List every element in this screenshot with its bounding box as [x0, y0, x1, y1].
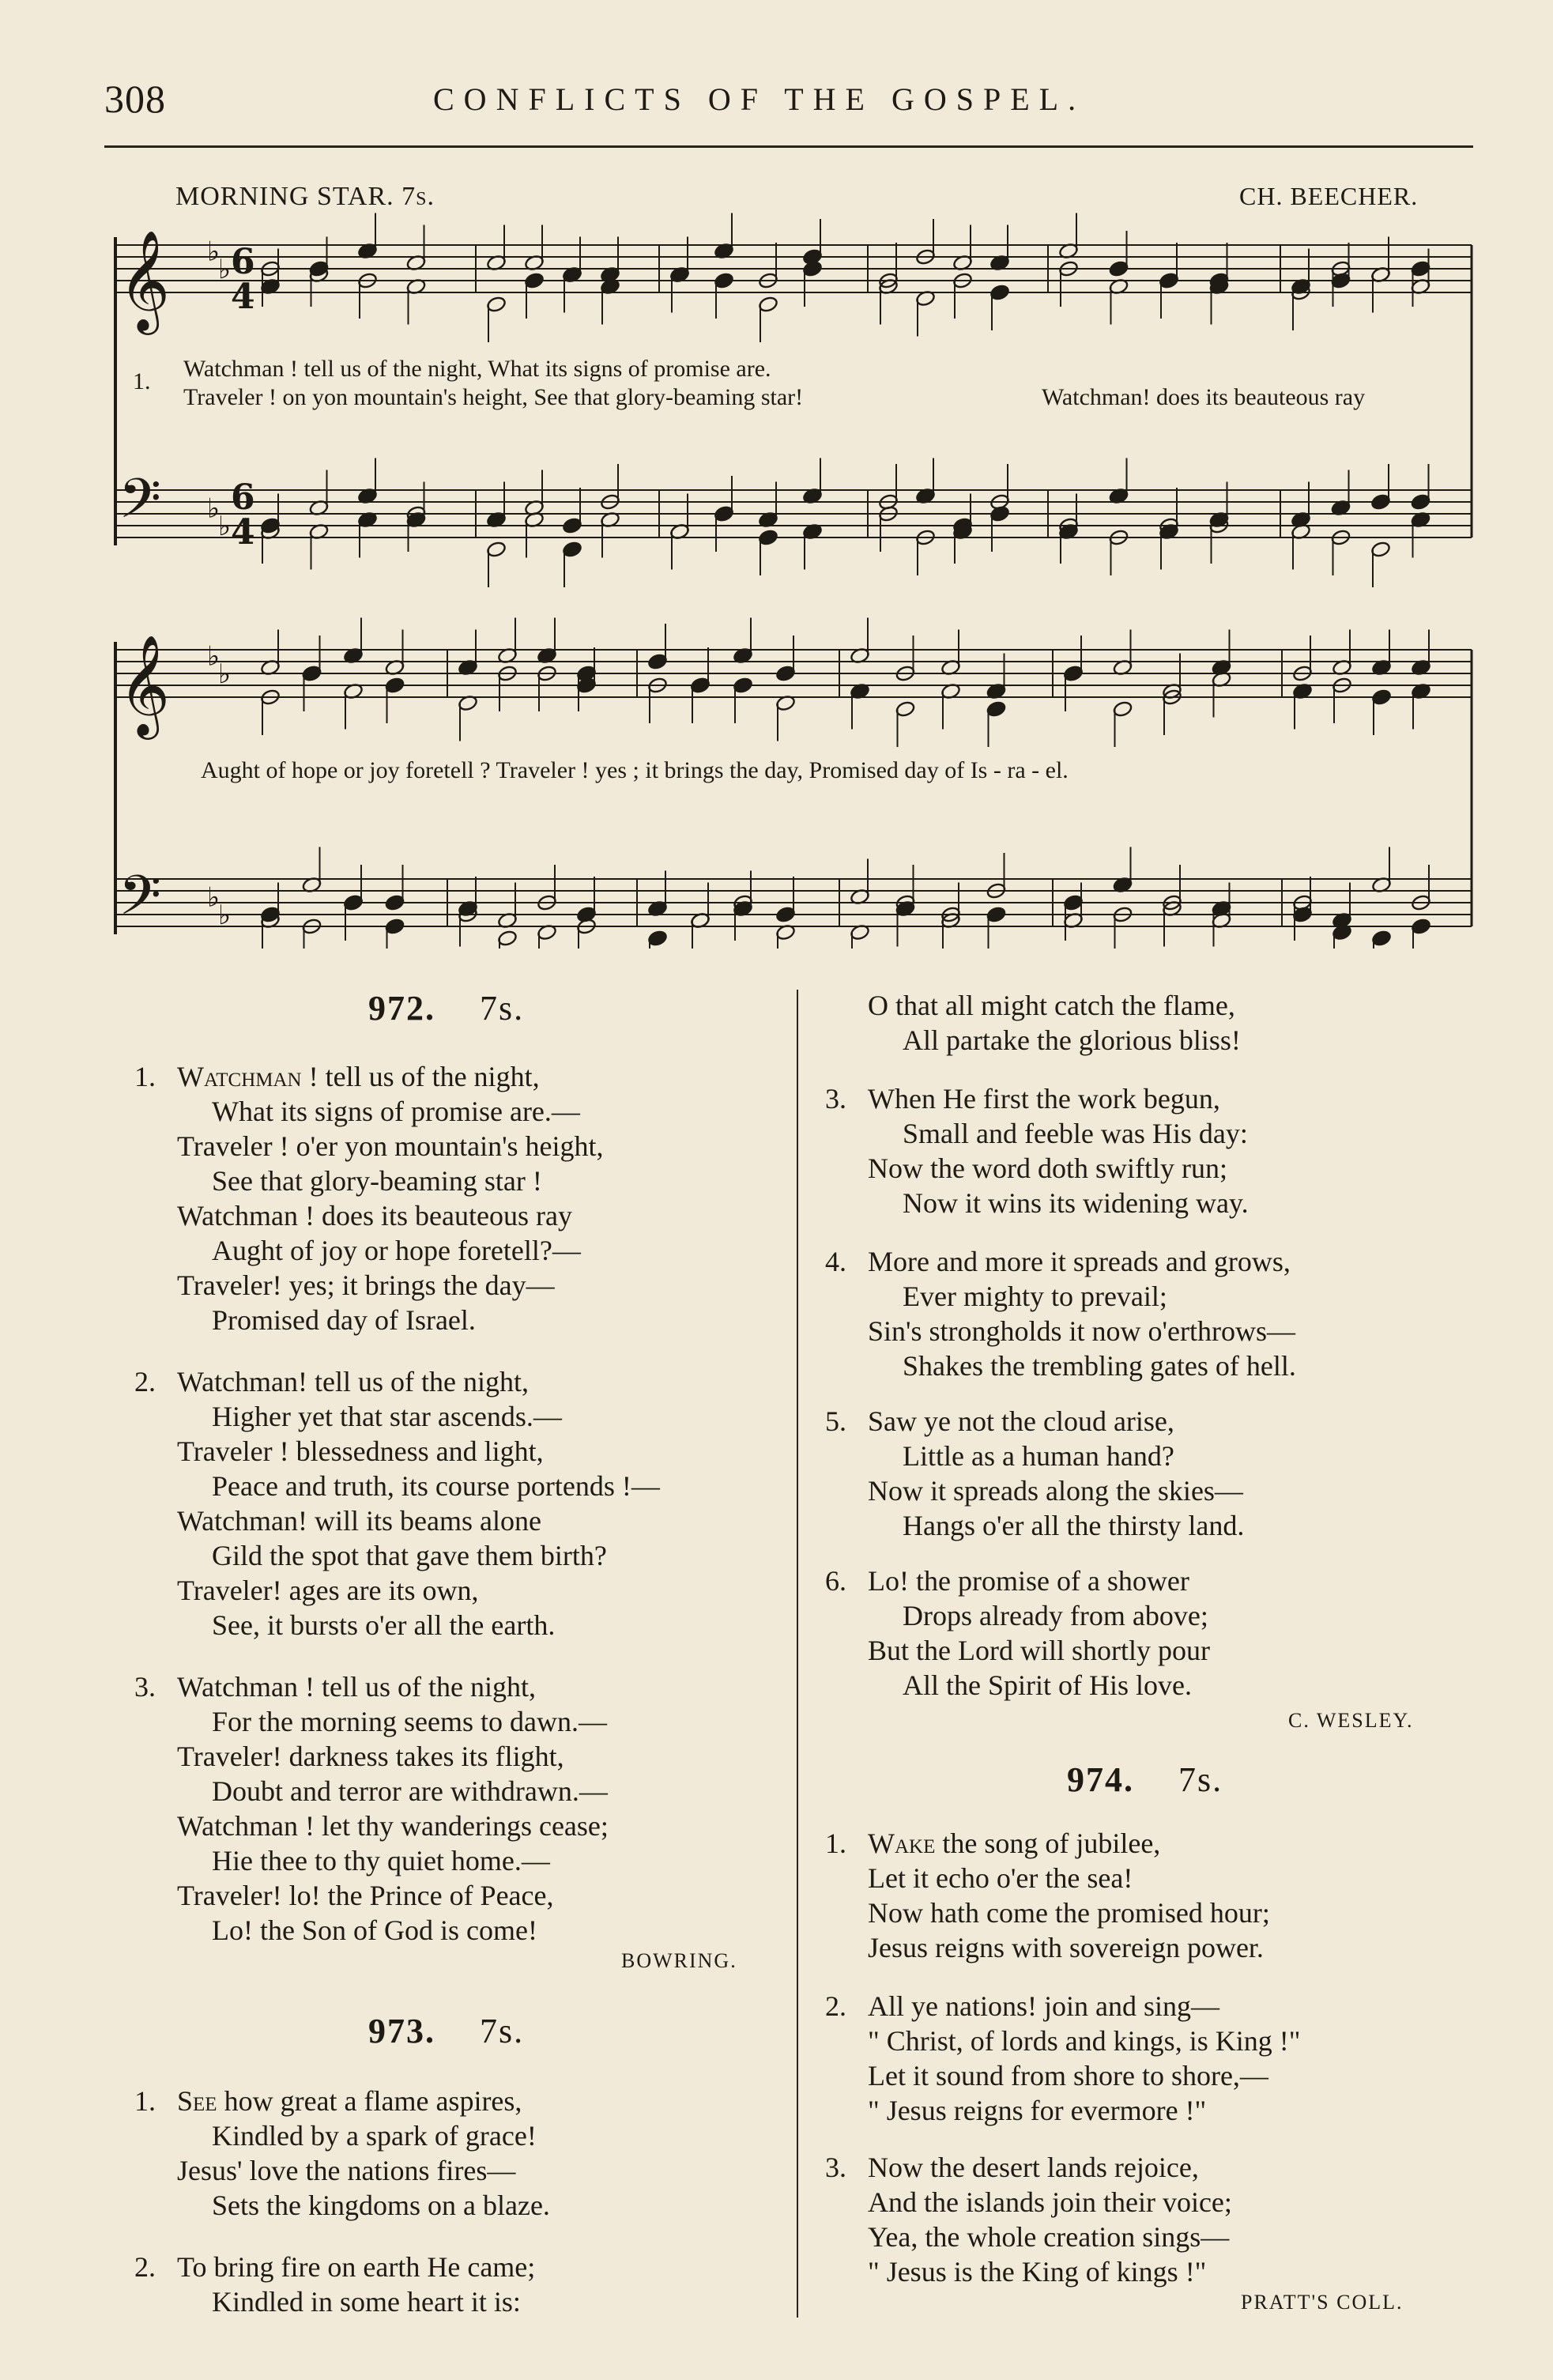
hymn-974-author: PRATT'S COLL.	[1241, 2291, 1404, 2314]
hymn-973-verse-1	[134, 2084, 782, 2223]
verse-line: Watchman ! tell us of the night,	[177, 1061, 540, 1092]
hymn-973-author: C. WESLEY.	[1288, 1709, 1414, 1732]
page-number: 308	[104, 77, 166, 121]
verse-line: Lo! the Son of God is come!	[212, 1914, 537, 1946]
hymn-974-title	[1067, 1760, 1223, 1800]
verse-line: See that glory-beaming star !	[212, 1165, 542, 1197]
treble-clef-1: 𝄞	[119, 229, 171, 330]
hymn-973-title	[368, 2011, 524, 2051]
flat-sign: ♭	[218, 900, 232, 931]
column-divider	[797, 990, 798, 2318]
hymn-972-author: BOWRING.	[621, 1949, 737, 1972]
hymn-974-number: 974.	[1067, 1760, 1134, 1799]
verse-line: All the Spirit of His love.	[903, 1669, 1192, 1701]
verse-line: Traveler! yes; it brings the day—	[177, 1269, 555, 1301]
verse-line: Hie thee to thy quiet home.—	[212, 1845, 550, 1876]
verse-line: Saw ye not the cloud arise,	[868, 1405, 1174, 1437]
verse-line: Let it echo o'er the sea!	[868, 1862, 1133, 1894]
hymn-972-meter: 7s.	[480, 989, 525, 1028]
hymn-972-title	[368, 988, 524, 1028]
verse-number: 4.	[825, 1246, 846, 1277]
verse-line: Promised day of Israel.	[212, 1304, 476, 1336]
verse-line: Now it wins its widening way.	[903, 1187, 1249, 1219]
verse-line: Gild the spot that gave them birth?	[212, 1540, 607, 1571]
verse-line: For the morning seems to dawn.—	[212, 1706, 607, 1737]
hymn-974-verse-2	[825, 1989, 1473, 2128]
flat-sign: ♭	[218, 511, 232, 542]
verse-line: Doubt and terror are withdrawn.—	[212, 1775, 608, 1807]
verse-line: Traveler ! blessedness and light,	[177, 1435, 544, 1467]
verse-line: Little as a human hand?	[903, 1440, 1174, 1472]
time-signature-treble: 6	[231, 242, 255, 282]
verse-number: 6.	[825, 1565, 846, 1597]
verse-line: When He first the work begun,	[868, 1083, 1220, 1115]
hymn-972-verse-1	[134, 1059, 782, 1337]
verse-line: And the islands join their voice;	[868, 2186, 1232, 2218]
verse-line: Sets the kingdoms on a blaze.	[212, 2190, 550, 2221]
verse-line: Ever mighty to prevail;	[903, 1281, 1167, 1312]
verse-line: To bring fire on earth He came;	[177, 2251, 536, 2283]
verse-line: Now it spreads along the skies—	[868, 1475, 1243, 1507]
verse-number: 3.	[134, 1671, 156, 1703]
verse-line: Watchman ! tell us of the night,	[177, 1671, 536, 1703]
verse-line: Kindled in some heart it is:	[212, 2286, 521, 2318]
verse-line: Higher yet that star ascends.—	[212, 1401, 562, 1432]
verse-line: See, it bursts o'er all the earth.	[212, 1609, 556, 1641]
verse-line: Jesus' love the nations fires—	[177, 2155, 516, 2186]
verse-line: Watchman! will its beams alone	[177, 1505, 541, 1537]
flat-sign: ♭	[207, 492, 221, 525]
verse-line: Peace and truth, its course portends !—	[212, 1470, 660, 1502]
verse-line: Small and feeble was His day:	[903, 1118, 1248, 1149]
hymn-974-verse-3	[825, 2150, 1473, 2289]
music-score	[0, 0, 1553, 949]
bass-clef-2: 𝄢	[119, 863, 162, 941]
verse-line: O that all might catch the flame,	[868, 990, 1235, 1021]
bass-clef-1: 𝄢	[119, 466, 162, 544]
time-signature-bass-lower: 4	[231, 512, 255, 553]
verse-line: Watchman ! does its beauteous ray	[177, 1200, 572, 1231]
hymn-973-verse-3	[825, 1081, 1473, 1220]
hymn-973-number: 973.	[368, 2012, 435, 2050]
flat-sign: ♭	[207, 236, 221, 268]
verse-line: Lo! the promise of a shower	[868, 1565, 1189, 1597]
hymn-973-meter: 7s.	[480, 2012, 525, 2050]
verse-number: 2.	[134, 2251, 156, 2283]
tune-lyrics-line-3: Aught of hope or joy foretell ? Traveler ! yes ; it brings the day, Promised day of Is - ra - el.	[201, 757, 1069, 783]
verse-line: " Jesus reigns for evermore !"	[868, 2095, 1207, 2126]
verse-number: 1.	[134, 1061, 156, 1092]
verse-line: Traveler! ages are its own,	[177, 1575, 479, 1606]
verse-number: 3.	[825, 2152, 846, 2183]
time-signature-treble-lower: 4	[231, 277, 255, 317]
verse-line: Jesus reigns with sovereign power.	[868, 1932, 1264, 1963]
tune-name: MORNING STAR. 7s.	[175, 182, 435, 211]
hymn-972-verse-3	[134, 1669, 782, 1948]
verse-line: Traveler! lo! the Prince of Peace,	[177, 1880, 554, 1911]
flat-sign: ♭	[218, 658, 232, 690]
treble-clef-2: 𝄞	[119, 634, 171, 735]
hymn-974-meter: 7s.	[1178, 1760, 1223, 1799]
flat-sign: ♭	[207, 640, 221, 673]
flat-sign: ♭	[218, 254, 232, 285]
verse-number: 1.	[825, 1827, 846, 1859]
hymn-972-verse-2	[134, 1364, 782, 1643]
verse-number: 2.	[825, 1990, 846, 2022]
verse-line: Watchman! tell us of the night,	[177, 1366, 529, 1397]
verse-line: Watchman ! let thy wanderings cease;	[177, 1810, 609, 1842]
tune-verse-number: 1.	[133, 368, 151, 394]
running-head: CONFLICTS OF THE GOSPEL.	[433, 81, 1086, 117]
verse-line: Now hath come the promised hour;	[868, 1897, 1270, 1929]
verse-line: But the Lord will shortly pour	[868, 1635, 1210, 1666]
hymn-973-verse-6	[825, 1563, 1473, 1703]
hymn-973-verse-5	[825, 1404, 1473, 1543]
verse-line: Traveler! darkness takes its flight,	[177, 1741, 564, 1772]
verse-line: Sin's strongholds it now o'erthrows—	[868, 1315, 1295, 1347]
verse-line: Let it sound from shore to shore,—	[868, 2060, 1268, 2091]
verse-line: All ye nations! join and sing—	[868, 1990, 1219, 2022]
hymn-972-number: 972.	[368, 989, 435, 1028]
flat-sign: ♭	[207, 881, 221, 914]
verse-line: See how great a flame aspires,	[177, 2085, 522, 2117]
verse-line: All partake the glorious bliss!	[903, 1024, 1241, 1056]
verse-number: 1.	[134, 2085, 156, 2117]
verse-line: Kindled by a spark of grace!	[212, 2120, 537, 2152]
hymn-974-verse-1	[825, 1826, 1473, 1965]
verse-line: More and more it spreads and grows,	[868, 1246, 1291, 1277]
verse-number: 3.	[825, 1083, 846, 1115]
verse-line: " Jesus is the King of kings !"	[868, 2256, 1207, 2288]
verse-line: Wake the song of jubilee,	[868, 1827, 1161, 1859]
verse-line: Drops already from above;	[903, 1600, 1208, 1631]
verse-number: 2.	[134, 1366, 156, 1397]
verse-line: Hangs o'er all the thirsty land.	[903, 1510, 1245, 1541]
hymn-973-verse-4	[825, 1244, 1473, 1383]
tune-lyrics-line-2: Traveler ! on yon mountain's height, See that glory-beaming star!	[183, 384, 804, 410]
verse-line: " Christ, of lords and kings, is King !"	[868, 2025, 1301, 2057]
verse-line: Now the desert lands rejoice,	[868, 2152, 1199, 2183]
verse-line: Yea, the whole creation sings—	[868, 2221, 1230, 2253]
time-signature-bass: 6	[231, 477, 255, 518]
verse-line: Aught of joy or hope foretell?—	[212, 1235, 581, 1266]
verse-line: Shakes the trembling gates of hell.	[903, 1350, 1296, 1382]
tune-lyrics-line-1: Watchman ! tell us of the night, What its signs of promise are.	[183, 356, 771, 382]
hymn-973-verse-2-continued	[825, 988, 1473, 1059]
verse-line: Now the word doth swiftly run;	[868, 1152, 1227, 1184]
hymn-973-verse-2	[134, 2250, 782, 2321]
composer: CH. BEECHER.	[1239, 182, 1419, 210]
tune-lyrics-line-2b: Watchman! does its beauteous ray	[1042, 384, 1366, 410]
verse-number: 5.	[825, 1405, 846, 1437]
verse-line: What its signs of promise are.—	[212, 1096, 580, 1127]
verse-line: Traveler ! o'er yon mountain's height,	[177, 1130, 604, 1162]
